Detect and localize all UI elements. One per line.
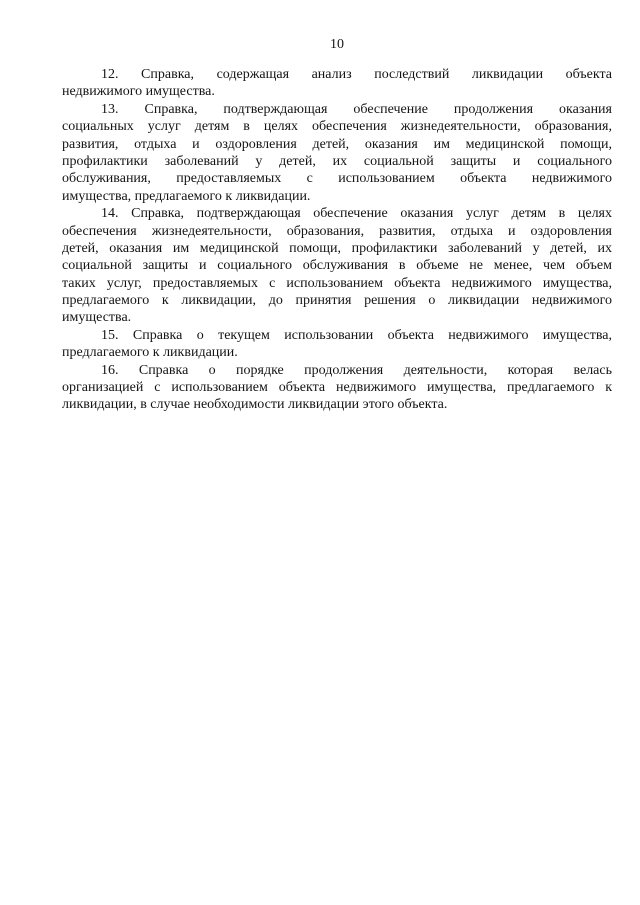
paragraph-line: организацией с использованием объекта недвижимого имущества, предлагаемого к [62,380,612,396]
document-body [62,66,612,414]
paragraph-line: обслуживания, предоставляемых с использованием объекта недвижимого [62,171,612,187]
paragraph-line: предлагаемого к ликвидации. [62,345,238,361]
paragraph-line: 16. Справка о порядке продолжения деятельности, которая велась [101,362,612,378]
paragraph-line: развития, отдыха и оздоровления детей, оказания им медицинской помощи, [62,136,612,152]
paragraph-line: 13. Справка, подтверждающая обеспечение продолжения оказания [101,101,612,117]
paragraph-line: профилактики заболеваний у детей, их социальной защиты и социального [62,153,612,169]
paragraph-16 [62,362,612,414]
paragraph-14 [62,205,612,327]
paragraph-line: имущества. [62,310,132,326]
paragraph-line: 14. Справка, подтверждающая обеспечение оказания услуг детям в целях [101,206,612,222]
paragraph-line: детей, оказания им медицинской помощи, профилактики заболеваний у детей, их [62,240,612,256]
paragraph-line: ликвидации, в случае необходимости ликвидации этого объекта. [62,397,448,413]
paragraph-line: предлагаемого к ликвидации, до принятия решения о ликвидации недвижимого [62,293,612,309]
paragraph-line: социальных услуг детям в целях обеспечения жизнедеятельности, образования, [62,119,612,135]
paragraph-13 [62,101,612,205]
paragraph-12 [62,66,612,101]
paragraph-line: социальной защиты и социального обслуживания в объеме не менее, чем объем [62,258,612,274]
paragraph-line: таких услуг, предоставляемых с использованием объекта недвижимого имущества, [62,275,612,291]
paragraph-line: 15. Справка о текущем использовании объекта недвижимого имущества, [101,327,612,343]
paragraph-line: обеспечения жизнедеятельности, образования, развития, отдыха и оздоровления [62,223,612,239]
paragraph-15 [62,327,612,362]
page-number: 10 [330,37,344,52]
paragraph-line: имущества, предлагаемого к ликвидации. [62,188,311,204]
paragraph-line: недвижимого имущества. [62,84,215,100]
paragraph-line: 12. Справка, содержащая анализ последствий ликвидации объекта [101,67,612,82]
